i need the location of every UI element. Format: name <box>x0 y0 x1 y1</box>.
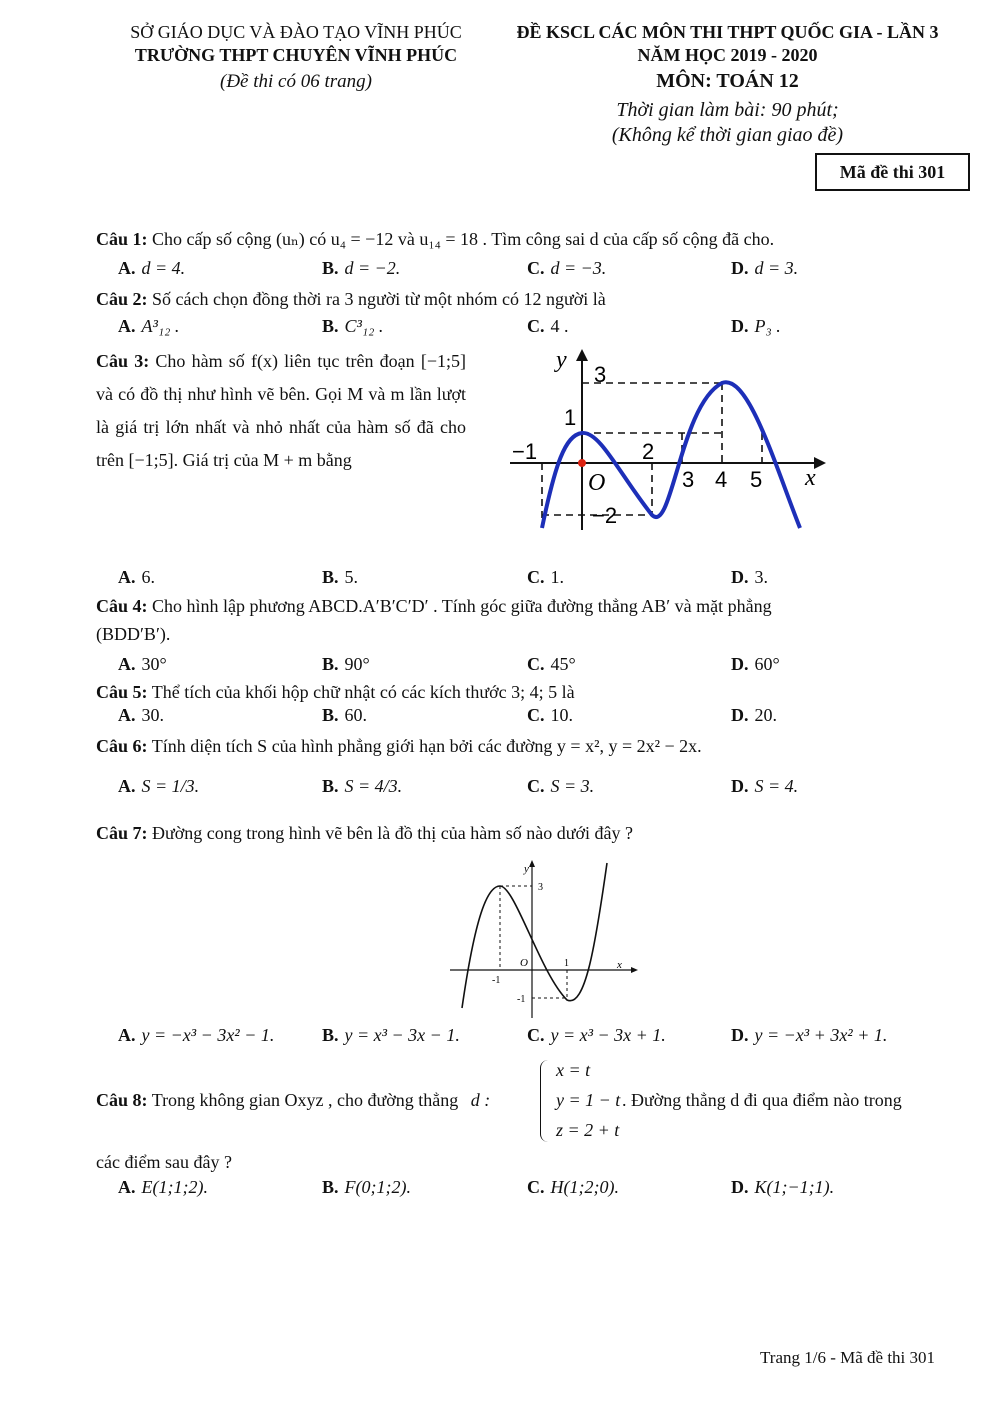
y-arrow <box>576 349 588 361</box>
q4-option-a[interactable]: A. 30° <box>118 654 167 674</box>
curve <box>462 863 607 1008</box>
q6-option-a[interactable]: A. S = 1/3. <box>118 776 200 796</box>
q5-option-a[interactable]: A. 30. <box>118 705 164 725</box>
question-text: Cho cấp số cộng (uₙ) có u₄ = −12 và u₁₄ = 18 . Tìm công sai d của cấp số cộng đã cho. <box>152 229 775 249</box>
q6-option-c[interactable]: C. S = 3. <box>527 776 595 796</box>
time-limit: Thời gian làm bài: 90 phút; <box>616 99 839 121</box>
x-label: x <box>617 959 622 971</box>
q8-option-d[interactable]: D. K(1;−1;1). <box>731 1177 835 1197</box>
q1-option-a[interactable]: A. d = 4. <box>118 258 186 278</box>
exam-code-box: Mã đề thi 301 <box>815 153 970 191</box>
q8-option-c[interactable]: C. H(1;2;0). <box>527 1177 619 1197</box>
tick-neg2-y: −2 <box>592 503 618 528</box>
o-label: O <box>520 957 528 969</box>
question-2: Câu 2: Số cách chọn đồng thời ra 3 người từ một nhóm có 12 người là <box>96 289 606 309</box>
tick-1: 1 <box>564 958 569 969</box>
question-8-after: . Đường thẳng d đi qua điểm nào trong <box>622 1090 902 1110</box>
origin-dot <box>578 459 586 467</box>
question-7: Câu 7: Đường cong trong hình vẽ bên là đồ thị của hàm số nào dưới đây ? <box>96 823 633 843</box>
question-3: Câu 3: Cho hàm số f(x) liên tục trên đoạn [−1;5] và có đồ thị như hình vẽ bên. Gọi M và m lần lượt là giá trị lớn nhất và nhỏ nhất của hàm số đã cho trên [−1;5]. Giá trị của M + m bằng <box>96 351 466 470</box>
q5-option-d[interactable]: D. 20. <box>731 705 777 725</box>
question-5: Câu 5: Thể tích của khối hộp chữ nhật có các kích thước 3; 4; 5 là <box>96 682 575 702</box>
q3-option-c[interactable]: C. 1. <box>527 567 564 587</box>
system-line-3: z = 2 + t <box>556 1120 620 1140</box>
tick-neg1-y: -1 <box>517 994 526 1005</box>
question-8-cont: các điểm sau đây ? <box>96 1152 232 1172</box>
tick-4-x: 4 <box>715 467 728 492</box>
q2-option-b[interactable]: B. C³₁₂ . <box>322 316 384 336</box>
tick-1-y: 1 <box>564 405 577 430</box>
page-footer: Trang 1/6 - Mã đề thi 301 <box>760 1348 936 1367</box>
q7-option-d[interactable]: D. y = −x³ + 3x² + 1. <box>731 1025 888 1045</box>
q8-option-a[interactable]: A. E(1;1;2). <box>118 1177 208 1197</box>
time-note: (Không kể thời gian giao đề) <box>611 124 844 146</box>
y-label: y <box>524 863 529 875</box>
q4-option-c[interactable]: C. 45° <box>527 654 576 674</box>
dept-name: SỞ GIÁO DỤC VÀ ĐÀO TẠO VĨNH PHÚC <box>130 22 462 42</box>
q3-option-d[interactable]: D. 3. <box>731 567 768 587</box>
q8-option-b[interactable]: B. F(0;1;2). <box>322 1177 411 1197</box>
y-label: y <box>556 347 567 373</box>
system-line-2: y = 1 − t <box>556 1090 621 1110</box>
q2-option-d[interactable]: D. P₃ . <box>731 316 781 336</box>
school-year: NĂM HỌC 2019 - 2020 <box>637 45 818 65</box>
tick-2-x: 2 <box>642 439 655 464</box>
q7-option-b[interactable]: B. y = x³ − 3x − 1. <box>322 1025 460 1045</box>
graph-fx <box>500 345 830 535</box>
q6-option-b[interactable]: B. S = 4/3. <box>322 776 403 796</box>
question-label: Câu 1: <box>96 229 148 249</box>
q3-option-a[interactable]: A. 6. <box>118 567 155 587</box>
q2-option-c[interactable]: C. 4 . <box>527 316 569 336</box>
q4-option-b[interactable]: B. 90° <box>322 654 370 674</box>
graph-cubic <box>445 858 645 1023</box>
tick-neg1-x: -1 <box>492 975 501 986</box>
q6-option-d[interactable]: D. S = 4. <box>731 776 799 796</box>
q1-option-d[interactable]: D. d = 3. <box>731 258 799 278</box>
tick-3-y: 3 <box>594 362 607 387</box>
school-name: TRƯỜNG THPT CHUYÊN VĨNH PHÚC <box>134 45 458 65</box>
question-6: Câu 6: Tính diện tích S của hình phẳng giới hạn bởi các đường y = x², y = 2x² − 2x. <box>96 736 702 756</box>
tick-3: 3 <box>538 882 543 893</box>
system-brace <box>540 1060 555 1142</box>
tick-5-x: 5 <box>750 467 763 492</box>
q7-option-c[interactable]: C. y = x³ − 3x + 1. <box>527 1025 666 1045</box>
o-label: O <box>588 470 606 496</box>
page-count-note: (Đề thi có 06 trang) <box>220 71 372 92</box>
question-8: Câu 8: Trong không gian Oxyz , cho đường thẳng d : <box>96 1090 491 1110</box>
subject: MÔN: TOÁN 12 <box>656 70 799 92</box>
tick-3-x: 3 <box>682 467 695 492</box>
q2-option-a[interactable]: A. A³₁₂ . <box>118 316 180 336</box>
question-1 <box>96 229 774 250</box>
curve <box>542 382 800 528</box>
q3-option-b[interactable]: B. 5. <box>322 567 359 587</box>
x-arrow <box>814 457 826 469</box>
q4-option-d[interactable]: D. 60° <box>731 654 780 674</box>
q5-option-b[interactable]: B. 60. <box>322 705 368 725</box>
q5-option-c[interactable]: C. 10. <box>527 705 573 725</box>
y-arrow <box>529 860 535 867</box>
question-4: Câu 4: Cho hình lập phương ABCD.A′B′C′D′ . Tính góc giữa đường thẳng AB′ và mặt phẳng <box>96 596 772 616</box>
question-4-cont: (BDD′B′). <box>96 624 171 644</box>
exam-title: ĐỀ KSCL CÁC MÔN THI THPT QUỐC GIA - LẦN 3 <box>516 22 939 42</box>
x-arrow <box>631 967 638 973</box>
q1-option-c[interactable]: C. d = −3. <box>527 258 607 278</box>
system-line-1: x = t <box>556 1060 591 1080</box>
q1-option-b[interactable]: B. d = −2. <box>322 258 401 278</box>
x-label: x <box>805 465 816 491</box>
tick-neg1-x: −1 <box>512 439 538 464</box>
q7-option-a[interactable]: A. y = −x³ − 3x² − 1. <box>118 1025 275 1045</box>
